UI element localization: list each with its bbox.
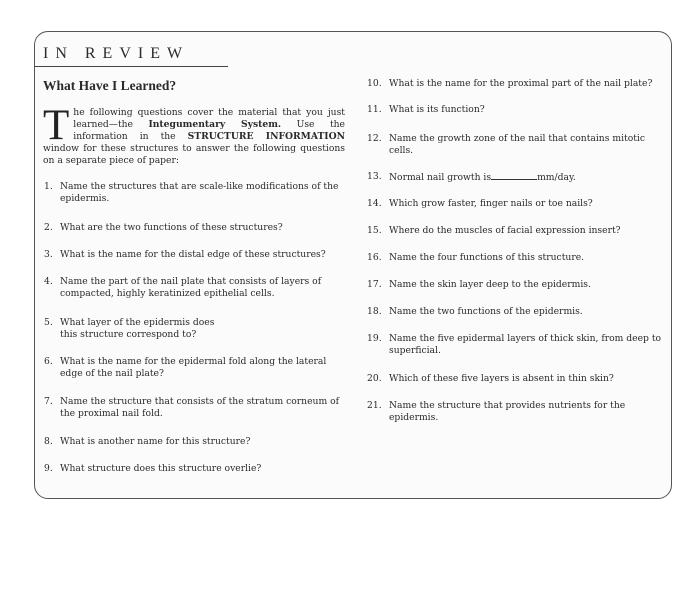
question-item: 14. Which grow faster, finger nails or toe nails?	[367, 198, 593, 209]
question-item: 17. Name the skin layer deep to the epidermis.	[367, 279, 591, 290]
drop-cap: T	[43, 102, 70, 149]
question-item: 3. What is the name for the distal edge of these structures?	[44, 249, 326, 260]
question-item: 19. Name the five epidermal layers of thick skin, from deep to superficial.	[367, 333, 662, 356]
intro-text-3: window for these structures to answer the following questions on a separate piece of paper:	[43, 143, 345, 166]
intro-text-2: Use the information in the	[73, 119, 345, 142]
question-item: 2. What are the two functions of these structures?	[44, 222, 283, 233]
review-box	[34, 31, 672, 499]
answer-blank[interactable]	[491, 171, 537, 180]
section-subtitle: What Have I Learned?	[43, 78, 177, 93]
question-item: 12. Name the growth zone of the nail that contains mitotic cells.	[367, 133, 646, 156]
header-divider	[35, 66, 228, 67]
question-item: 18. Name the two functions of the epidermis.	[367, 306, 583, 317]
question-item: 4. Name the part of the nail plate that consists of layers of compacted, highly keratinized epithelial cells.	[44, 276, 322, 299]
question-item: 20. Which of these five layers is absent in thin skin?	[367, 373, 614, 384]
question-item: 10. What is the name for the proximal part of the nail plate?	[367, 78, 653, 89]
question-item: 13. Normal nail growth is mm/day.	[367, 171, 576, 183]
question-item: 7. Name the structure that consists of the stratum corneum of the proximal nail fold.	[44, 396, 340, 419]
intro-bold-2: STRUCTURE INFORMATION	[187, 131, 345, 142]
question-item: 15. Where do the muscles of facial expression insert?	[367, 225, 621, 236]
intro-paragraph	[43, 102, 345, 167]
question-item: 8. What is another name for this structure?	[44, 436, 251, 447]
question-item: 16. Name the four functions of this structure.	[367, 252, 585, 263]
question-item: 9. What structure does this structure overlie?	[44, 463, 262, 474]
intro-text-1: he following questions cover the material that you just learned—the	[73, 107, 345, 130]
section-label: IN REVIEW	[43, 45, 190, 62]
question-item: 1. Name the structures that are scale-like modifications of the epidermis.	[44, 181, 339, 204]
intro-bold-1: Integumentary System.	[148, 119, 282, 130]
question-item: 6. What is the name for the epidermal fold along the lateral edge of the nail plate?	[44, 356, 327, 379]
question-item: 5. What layer of the epidermis does this structure correspond to?	[44, 317, 215, 340]
question-item: 11. What is its function?	[367, 104, 485, 115]
question-item: 21. Name the structure that provides nutrients for the epidermis.	[367, 400, 626, 423]
